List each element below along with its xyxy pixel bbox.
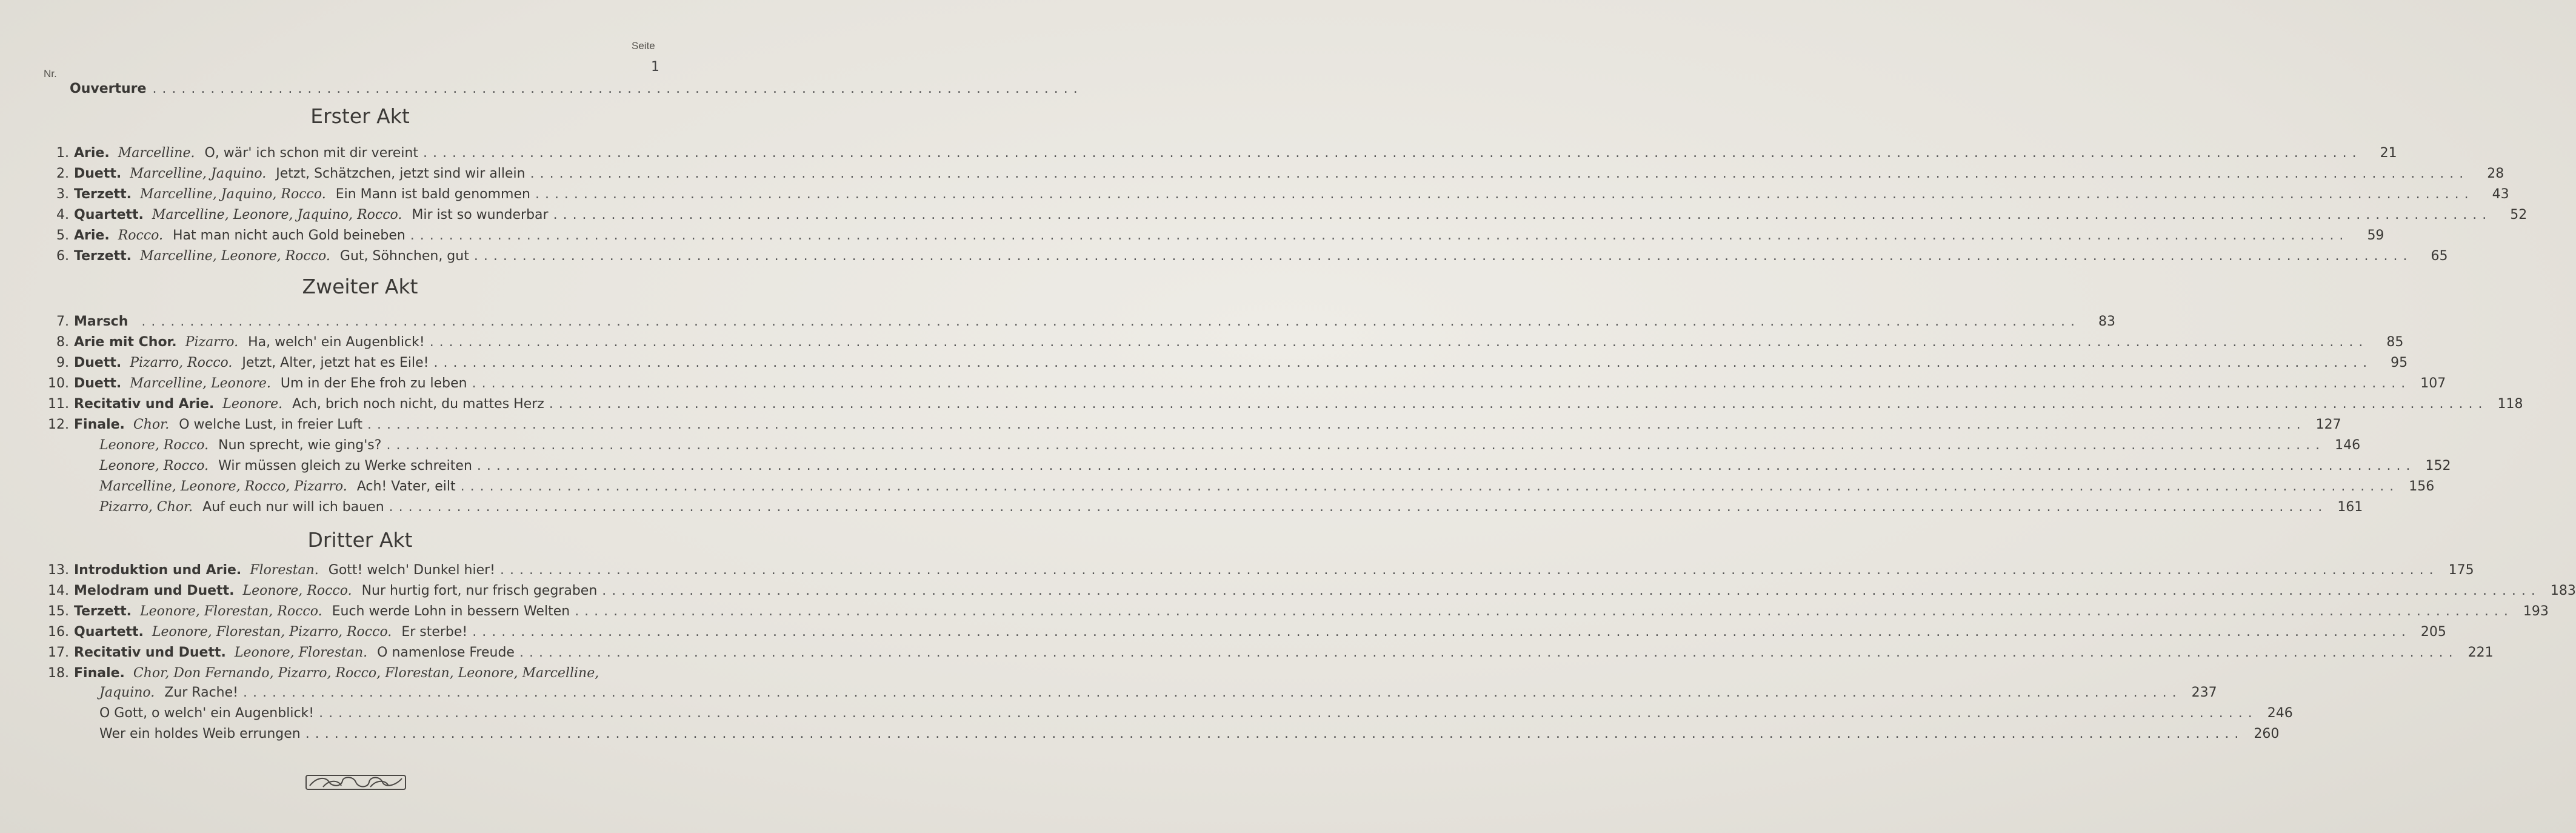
list-item (42, 624, 2446, 645)
list-item (42, 706, 2293, 726)
item-cast: Marcelline. (118, 146, 195, 161)
item-title: Ha, welch' ein Augenblick! (248, 335, 425, 350)
item-page: 221 (2468, 645, 2494, 660)
list-item (42, 396, 2523, 417)
list-item (42, 500, 2363, 520)
dot-leader: ........................................................................................................................................................................................................ (472, 376, 2411, 391)
item-number: 1. (56, 146, 69, 161)
list-item (42, 479, 2435, 500)
list-item (42, 458, 2451, 479)
item-number: 2. (56, 166, 69, 181)
item-cast: Marcelline, Leonore, Rocco, Pizarro. (99, 479, 347, 494)
item-cast: Leonore, Rocco. (242, 583, 352, 598)
item-number: 7. (56, 314, 69, 329)
item-cast: Leonore, Florestan, Rocco. (139, 604, 322, 619)
item-type: Marsch (74, 314, 128, 329)
dot-leader: ........................................................................................................................................................................................................ (305, 726, 2244, 741)
item-page: 183 (2550, 583, 2576, 598)
item-type: Terzett. (74, 604, 132, 619)
item-cast: Chor, Don Fernando, Pizarro, Rocco, Florestan, Leonore, Marcelline, (133, 666, 599, 681)
item-cast: Pizarro, Chor. (99, 500, 193, 515)
item-title: Gott! welch' Dunkel hier! (328, 563, 495, 578)
item-type: Terzett. (74, 249, 132, 264)
list-item (42, 666, 673, 686)
item-page: 237 (2191, 685, 2217, 700)
item-type: Duett. (74, 166, 122, 181)
item-page: 59 (2367, 228, 2384, 243)
item-type: Melodram und Duett. (74, 583, 235, 598)
item-title: Jetzt, Schätzchen, jetzt sind wir allein (276, 166, 526, 181)
item-page: 146 (2335, 438, 2361, 453)
dot-leader: ........................................................................................................................................................................................................ (473, 249, 2413, 264)
item-page: 43 (2492, 187, 2509, 202)
item-cast: Pizarro, Rocco. (130, 355, 233, 370)
list-item (42, 685, 2217, 706)
item-number: 4. (56, 207, 69, 222)
item-type: Arie. (74, 146, 110, 161)
item-title: Er sterbe! (401, 624, 468, 640)
item-page: 21 (2380, 146, 2397, 161)
item-number: 18. (48, 666, 69, 681)
item-page: 127 (2315, 417, 2341, 432)
seite-header: Seite (632, 40, 655, 52)
item-page: 260 (2254, 726, 2280, 741)
item-title: O Gott, o welch' ein Augenblick! (99, 706, 315, 721)
item-number: 3. (56, 187, 69, 202)
item-page: 52 (2510, 207, 2528, 222)
item-number: 16. (48, 624, 69, 640)
list-item (42, 207, 2528, 228)
ouverture-page: 1 (651, 59, 659, 75)
dot-leader: ........................................................................................................................................................................................................ (549, 396, 2488, 412)
item-title: Ach, brich noch nicht, du mattes Herz (292, 396, 544, 412)
act-title-2: Zweiter Akt (302, 275, 418, 298)
item-cast: Leonore, Rocco. (99, 458, 209, 473)
item-title: Nur hurtig fort, nur frisch gegraben (361, 583, 598, 598)
item-cast: Pizarro. (185, 335, 239, 350)
item-title: Hat man nicht auch Gold beineben (173, 228, 405, 243)
item-number: 11. (48, 396, 69, 412)
item-title: Wir müssen gleich zu Werke schreiten (218, 458, 472, 473)
item-page: 95 (2391, 355, 2408, 370)
item-number: 15. (48, 604, 69, 619)
item-title: Ein Mann ist bald genommen (335, 187, 530, 202)
item-title: Gut, Söhnchen, gut (339, 249, 469, 264)
item-page: 205 (2420, 624, 2446, 640)
item-title: Wer ein holdes Weib errungen (99, 726, 301, 741)
item-cast: Marcelline, Leonore. (130, 376, 271, 391)
dot-leader: ........................................................................................................................................................................................................ (519, 645, 2458, 660)
item-type: Terzett. (74, 187, 132, 202)
item-title: Ach! Vater, eilt (356, 479, 456, 494)
dot-leader: ........................................................................................................................................................................................................ (389, 500, 2328, 515)
dot-leader: ........................................................................................................................................................................................................ (429, 335, 2369, 350)
item-cast: Chor. (133, 417, 170, 432)
dot-leader: ........................................................................................................................................................................................................ (575, 604, 2514, 619)
item-type: Arie. (74, 228, 110, 243)
item-title: O, wär' ich schon mit dir vereint (204, 146, 419, 161)
item-cast: Marcelline, Leonore, Jaquino, Rocco. (152, 207, 402, 222)
item-cast: Marcelline, Jaquino. (130, 166, 267, 181)
dot-leader: ........................................................................................................................................................................................................ (433, 355, 2373, 370)
item-page: 107 (2420, 376, 2446, 391)
item-title: O namenlose Freude (377, 645, 515, 660)
item-page: 152 (2425, 458, 2451, 473)
item-type: Quartett. (74, 624, 144, 640)
item-cast: Leonore, Rocco. (99, 438, 209, 453)
item-type: Duett. (74, 376, 122, 391)
item-title: Auf euch nur will ich bauen (202, 500, 384, 515)
act-title-3: Dritter Akt (307, 528, 413, 552)
item-number: 12. (48, 417, 69, 432)
list-item (42, 583, 2576, 604)
item-page: 28 (2487, 166, 2504, 181)
item-title: Euch werde Lohn in bessern Welten (332, 604, 570, 619)
ouverture-title: Ouverture (70, 81, 147, 96)
dot-leader: ........................................................................................................................................................................................................ (460, 479, 2400, 494)
item-type: Finale. (74, 666, 125, 681)
item-number: 9. (56, 355, 69, 370)
list-item (42, 146, 2397, 166)
item-cast: Marcelline, Jaquino, Rocco. (139, 187, 326, 202)
item-number: 6. (56, 249, 69, 264)
item-number: 10. (48, 376, 69, 391)
item-cast: Marcelline, Leonore, Rocco. (139, 249, 330, 264)
item-page: 175 (2448, 563, 2474, 578)
item-page: 65 (2431, 249, 2448, 264)
dot-leader: ........................................................................................................................................................................................................ (141, 314, 2081, 329)
item-page: 83 (2098, 314, 2116, 329)
item-cast: Leonore, Florestan. (234, 645, 368, 660)
item-type: Quartett. (74, 207, 144, 222)
item-cast: Rocco. (118, 228, 164, 243)
list-item (42, 355, 2408, 376)
item-title: Zur Rache! (164, 685, 238, 700)
list-item (42, 417, 2341, 438)
dot-leader: ........................................................................................................................................................................................................ (423, 146, 2362, 161)
item-type: Introduktion und Arie. (74, 563, 242, 578)
list-item (42, 335, 2404, 355)
item-type: Duett. (74, 355, 122, 370)
item-title: Jetzt, Alter, jetzt hat es Eile! (242, 355, 429, 370)
dot-leader: ........................................................................................................................................................................................................ (367, 417, 2306, 432)
dot-leader: ................................................................................................ (152, 81, 1083, 96)
item-type: Recitativ und Arie. (74, 396, 215, 412)
dot-leader: ........................................................................................................................................................................................................ (472, 624, 2411, 640)
list-item (42, 726, 2280, 747)
item-page: 161 (2337, 500, 2363, 515)
item-page: 246 (2267, 706, 2293, 721)
item-title: Um in der Ehe froh zu leben (280, 376, 467, 391)
dot-leader: ........................................................................................................................................................................................................ (410, 228, 2349, 243)
item-page: 156 (2409, 479, 2435, 494)
dot-leader: ........................................................................................................................................................................................................ (530, 166, 2469, 181)
ornament-icon (305, 774, 408, 792)
list-item (42, 228, 2384, 249)
dot-leader: ........................................................................................................................................................................................................ (499, 563, 2439, 578)
list-item (42, 376, 2446, 396)
list-item (42, 645, 2494, 666)
item-title: O welche Lust, in freier Luft (179, 417, 363, 432)
act-title-1: Erster Akt (310, 104, 410, 128)
item-number: 8. (56, 335, 69, 350)
item-type: Finale. (74, 417, 125, 432)
dot-leader: ........................................................................................................................................................................................................ (476, 458, 2416, 473)
list-item (42, 604, 2549, 624)
item-number: 17. (48, 645, 69, 660)
list-item (42, 563, 2474, 583)
item-cast: Jaquino. (99, 685, 155, 700)
dot-leader: ........................................................................................................................................................................................................ (535, 187, 2474, 202)
item-title: Nun sprecht, wie ging's? (218, 438, 382, 453)
dot-leader: ........................................................................................................................................................................................................ (242, 685, 2182, 700)
dot-leader: ........................................................................................................................................................................................................ (386, 438, 2326, 453)
item-type: Recitativ und Duett. (74, 645, 226, 660)
ouverture-row (70, 81, 1083, 96)
item-number: 13. (48, 563, 69, 578)
item-type: Arie mit Chor. (74, 335, 177, 350)
item-cast: Leonore. (222, 396, 283, 412)
list-item (42, 438, 2361, 458)
list-item (42, 249, 2448, 269)
dot-leader: ........................................................................................................................................................................................................ (319, 706, 2258, 721)
item-page: 118 (2497, 396, 2523, 412)
dot-leader: ........................................................................................................................................................................................................ (553, 207, 2492, 222)
item-cast: Leonore, Florestan, Pizarro, Rocco. (152, 624, 392, 640)
item-cast: Florestan. (250, 563, 319, 578)
list-item (42, 314, 2116, 335)
nr-header: Nr. (44, 68, 57, 79)
item-number: 14. (48, 583, 69, 598)
item-title: Mir ist so wunderbar (412, 207, 549, 222)
dot-leader: ........................................................................................................................................................................................................ (602, 583, 2541, 598)
list-item (42, 166, 2504, 187)
item-page: 85 (2386, 335, 2404, 350)
item-page: 193 (2523, 604, 2549, 619)
item-number: 5. (56, 228, 69, 243)
list-item (42, 187, 2509, 207)
